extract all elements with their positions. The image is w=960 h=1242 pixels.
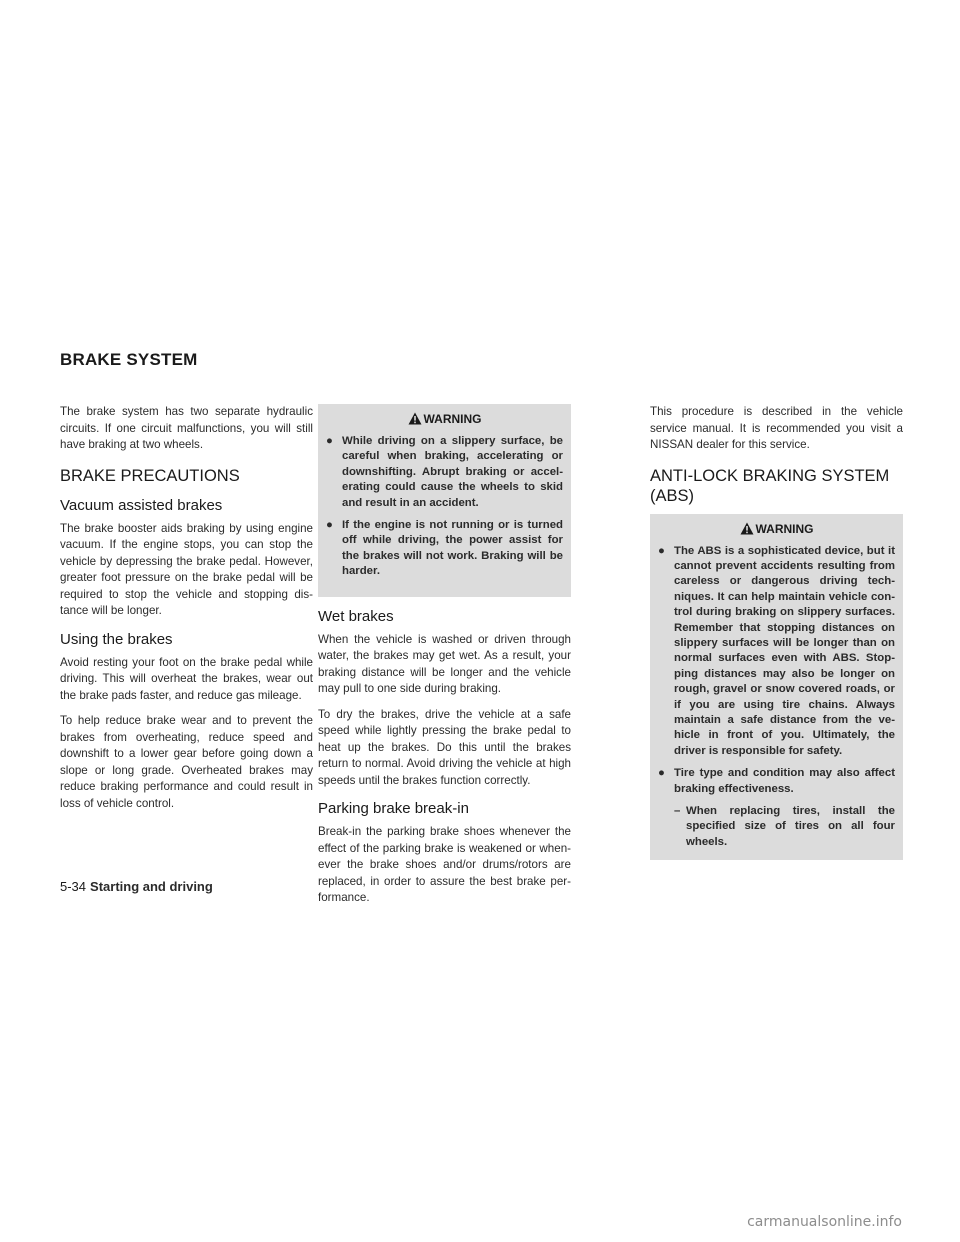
warning-triangle-icon (740, 522, 754, 538)
paragraph-using-2: To help reduce brake wear and to prevent the brakes from overheating, reduce speed and downshift to a lower gear before going down a slope or long grade. Overheated brakes may reduce braking performance and could result in loss of vehicle control. (60, 714, 313, 810)
section-title: BRAKE SYSTEM (60, 350, 198, 369)
warning-sub-item: – When replacing tires, install the specified size of tires on all four wheels. (674, 805, 895, 848)
bullet-icon: ● (326, 435, 333, 447)
paragraph-using-1: Avoid resting your foot on the brake pedal while driving. This will overheat the brakes, wear out the brake pads faster, and reduce gas mileage. (60, 655, 313, 702)
column-2 (318, 404, 571, 916)
heading-using-the-brakes: Using the brakes (60, 630, 173, 648)
column-3 (650, 404, 903, 870)
warning-item: ● If the engine is not running or is turned off while driving, the power assist for the brakes will not work. Braking will be harder. (326, 519, 563, 578)
page-footer (60, 879, 213, 894)
warning-label: WARNING (423, 412, 482, 426)
page-number: 5-34 (60, 879, 87, 894)
dash-icon: – (674, 805, 681, 817)
warning-box (318, 404, 571, 597)
warning-header (658, 522, 895, 538)
warning-item: ● While driving on a slippery surface, be careful when braking, accelerating or downshifting. Abrupt braking or accel-erating could cause the wheels to skid and result in an accident. (326, 435, 563, 509)
warning-label: WARNING (755, 521, 814, 536)
intro-paragraph: The brake system has two separate hydraulic circuits. If one circuit malfunctions, you will still have braking at two wheels. (60, 405, 313, 451)
heading-vacuum-assisted-brakes: Vacuum assisted brakes (60, 496, 223, 514)
heading-brake-precautions: BRAKE PRECAUTIONS (60, 466, 240, 485)
bullet-icon: ● (658, 544, 665, 557)
paragraph-vacuum: The brake booster aids braking by using engine vacuum. If the engine stops, you can stop the vehicle by depressing the brake pedal. However, greater foot pressure on the brake pedal will be required to stop the vehicle and stopping dis-tance will be longer. (60, 521, 313, 617)
bullet-icon: ● (326, 519, 333, 532)
warning-triangle-icon (408, 412, 422, 428)
paragraph-wet-2: To dry the brakes, drive the vehicle at a safe speed while lightly pressing the brake pedal to heat up the brakes. Do this until the brakes return to normal. Avoid driving the vehicle at high speeds until the brakes function correctly. (318, 707, 571, 787)
warning-item: ● Tire type and condition may also affect braking effectiveness. (658, 767, 895, 795)
warning-item: ● The ABS is a sophisticated device, but it cannot prevent accidents resulting from careless or dangerous driving tech-niques. It can help maintain vehicle con-trol during braking on slippery surfaces. Remember that stopping distances on slippery surfaces will be longer than on normal surfaces even with ABS. Stop-ping distances may also be longer on rough, gravel or snow covered roads, or if you are using tire chains. Always maintain a safe distance from the ve-hicle in front of you. Ultimately, the driver is responsible for safety. (658, 544, 895, 757)
paragraph-service: This procedure is described in the vehicle service manual. It is recommended you visit a NISSAN dealer for this service. (650, 405, 903, 451)
paragraph-parking: Break-in the parking brake shoes whenever the effect of the parking brake is weakened or when-ever the brake shoes and/or drums/rotors are replaced, in order to assure the best brake per-formance. (318, 825, 571, 905)
chapter-title: Starting and driving (90, 879, 213, 894)
warning-header (326, 412, 563, 428)
column-1 (60, 404, 313, 821)
heading-abs: ANTI-LOCK BRAKING SYSTEM (ABS) (650, 466, 890, 505)
heading-wet-brakes: Wet brakes (318, 607, 394, 625)
bullet-icon: ● (658, 767, 665, 780)
paragraph-wet-1: When the vehicle is washed or driven through water, the brakes may get wet. As a result, your braking distance will be longer and the vehicle may pull to one side during braking. (318, 632, 571, 696)
warning-box (650, 514, 903, 861)
watermark: carmanualsonline.info (747, 1214, 902, 1230)
heading-parking-brake-break-in: Parking brake break-in (318, 800, 469, 818)
